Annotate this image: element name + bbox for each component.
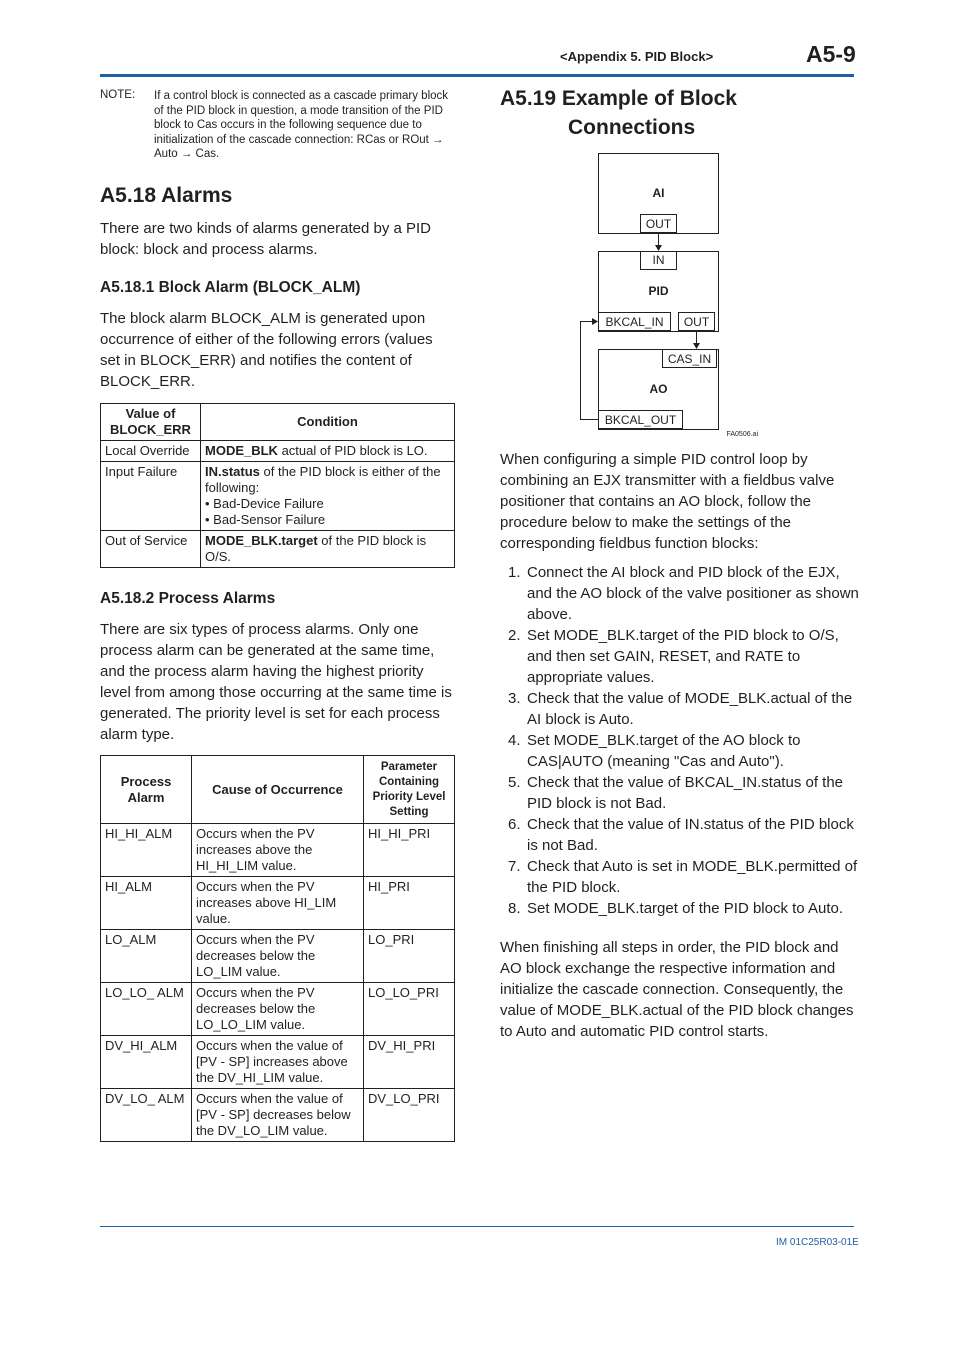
step-number: 6. xyxy=(508,816,521,833)
table-row xyxy=(101,930,455,983)
step-text: Check that the value of IN.status of the PID block is not Bad. xyxy=(527,816,854,854)
subsection-title-block-alarm: A5.18.1 Block Alarm (BLOCK_ALM) xyxy=(100,279,361,296)
alarms-intro: There are two kinds of alarms generated by a PID block: block and process alarms. xyxy=(100,220,431,258)
step-text: Set MODE_BLK.target of the PID block to Auto. xyxy=(527,900,843,917)
running-header: <Appendix 5. PID Block> xyxy=(560,49,714,64)
arrow-down-icon xyxy=(655,245,662,251)
ao-bkcal-out-label: BKCAL_OUT xyxy=(604,413,677,427)
list-item xyxy=(500,625,860,688)
section-title-connections-line1: A5.19 Example of Block xyxy=(500,87,737,110)
condition-bullet: • Bad-Sensor Failure xyxy=(205,512,326,527)
condition-bullet: • Bad-Device Failure xyxy=(205,496,324,511)
table-cell-cause: Occurs when the PV increases above HI_LIM value. xyxy=(192,877,364,930)
list-item xyxy=(500,814,860,856)
step-text: Set MODE_BLK.target of the AO block to CAS|AUTO (meaning "Cas and Auto"). xyxy=(527,732,801,770)
ao-label: AO xyxy=(649,382,668,396)
procedure-steps xyxy=(500,562,860,919)
process-alarms-text: There are six types of process alarms. Only one process alarm can be generated at the same time, and the process alarm having the highest priority level from among those occurring at the same time is generated. The priority level is set for each process alarm type. xyxy=(100,621,452,743)
connections-intro: When configuring a simple PID control loop by combining an EJX transmitter with a fieldbus valve positioner that contains an AO block, follow the procedure below to make the settings of the corresponding fieldbus function blocks: xyxy=(500,451,835,552)
footer-rule xyxy=(100,1226,854,1227)
step-text: Connect the AI block and PID block of the EJX, and the AO block of the valve positioner as shown above. xyxy=(527,564,859,623)
pid-bkcal-in-label: BKCAL_IN xyxy=(605,315,664,329)
list-item xyxy=(500,772,860,814)
table-cell-param: LO_PRI xyxy=(364,930,455,983)
table-cell-condition xyxy=(201,531,455,568)
table-row xyxy=(101,877,455,930)
process-alarm-table xyxy=(100,755,455,1142)
arrow-right-icon xyxy=(592,318,598,325)
condition-text: of the PID block is O/S. xyxy=(205,533,427,564)
table-cell-param: HI_PRI xyxy=(364,877,455,930)
table-cell-cause: Occurs when the PV decreases below the LO_LIM value. xyxy=(192,930,364,983)
note-label: NOTE: xyxy=(100,89,136,101)
table-row xyxy=(101,1036,455,1089)
step-number: 7. xyxy=(508,858,521,875)
table-cell-value: Local Override xyxy=(101,441,201,462)
table-cell-alarm: LO_ALM xyxy=(101,930,192,983)
list-item xyxy=(500,856,860,898)
step-text: Check that the value of BKCAL_IN.status of the PID block is not Bad. xyxy=(527,774,844,812)
step-number: 1. xyxy=(508,564,521,581)
pid-in-label: IN xyxy=(652,253,665,267)
header-rule xyxy=(100,74,854,77)
table-cell-cause: Occurs when the PV increases above the HI_HI_LIM value. xyxy=(192,824,364,877)
page-number: A5-9 xyxy=(806,41,856,67)
table-cell-cause: Occurs when the PV decreases below the LO_LO_LIM value. xyxy=(192,983,364,1036)
figure-id: FA0506.ai xyxy=(726,431,758,438)
subsection-title-process-alarms: A5.18.2 Process Alarms xyxy=(100,590,276,607)
table-cell-value: Out of Service xyxy=(101,531,201,568)
table-row xyxy=(101,462,455,531)
section-title-connections-line2: Connections xyxy=(568,116,696,139)
block-alarm-table xyxy=(100,403,455,568)
note-text: If a control block is connected as a cascade primary block of the PID block in question, a mode transition of the PID block to Cas occurs in the following sequence due to initialization of the cascade connection: RCas or ROut → Auto → Cas. xyxy=(154,90,449,160)
connections-closing: When finishing all steps in order, the PID block and AO block exchange the respective information and initialize the cascade connection. Consequently, the value of MODE_BLK.actual of the PID block changes to Auto and automatic PID control starts. xyxy=(500,939,854,1040)
table-row xyxy=(101,824,455,877)
table-row xyxy=(101,441,455,462)
arrow-down-icon xyxy=(693,343,700,349)
list-item xyxy=(500,688,860,730)
table-cell-alarm: LO_LO_ ALM xyxy=(101,983,192,1036)
table-row xyxy=(101,531,455,568)
table-cell-alarm: HI_ALM xyxy=(101,877,192,930)
table-cell-param: HI_HI_PRI xyxy=(364,824,455,877)
condition-param: MODE_BLK xyxy=(205,443,278,458)
table-cell-condition xyxy=(201,462,455,531)
table-cell-value: Input Failure xyxy=(101,462,201,531)
table-header-param: Parameter Containing Priority Level Setting xyxy=(364,756,455,824)
table-row xyxy=(101,983,455,1036)
feedback-link xyxy=(581,322,599,420)
condition-param: MODE_BLK.target xyxy=(205,533,318,548)
table-header-cause: Cause of Occurrence xyxy=(192,756,364,824)
step-text: Set MODE_BLK.target of the PID block to O/S, and then set GAIN, RESET, and RATE to appropriate values. xyxy=(527,627,839,686)
table-header-value: Value of BLOCK_ERR xyxy=(101,404,201,441)
table-cell-cause: Occurs when the value of [PV - SP] increases above the DV_HI_LIM value. xyxy=(192,1036,364,1089)
block-alarm-text: The block alarm BLOCK_ALM is generated upon occurrence of either of the following errors (values set in BLOCK_ERR) and notifies the content of BLOCK_ERR. xyxy=(100,310,433,390)
table-cell-param: DV_LO_PRI xyxy=(364,1089,455,1142)
block-connection-diagram xyxy=(560,148,770,443)
step-text: Check that the value of MODE_BLK.actual of the AI block is Auto. xyxy=(527,690,853,728)
condition-text: actual of PID block is LO. xyxy=(277,443,428,458)
table-header-condition: Condition xyxy=(201,404,455,441)
ai-out-label: OUT xyxy=(645,217,672,231)
section-title-alarms: A5.18 Alarms xyxy=(100,184,233,207)
table-cell-alarm: DV_HI_ALM xyxy=(101,1036,192,1089)
condition-text: of the PID block is either of the following: xyxy=(205,464,441,495)
table-cell-condition xyxy=(201,441,455,462)
list-item xyxy=(500,562,860,625)
list-item xyxy=(500,730,860,772)
table-cell-alarm: HI_HI_ALM xyxy=(101,824,192,877)
ai-label: AI xyxy=(652,186,665,200)
pid-label: PID xyxy=(648,284,669,298)
table-cell-alarm: DV_LO_ ALM xyxy=(101,1089,192,1142)
step-number: 5. xyxy=(508,774,521,791)
table-row xyxy=(101,1089,455,1142)
step-number: 3. xyxy=(508,690,521,707)
table-cell-param: DV_HI_PRI xyxy=(364,1036,455,1089)
step-number: 2. xyxy=(508,627,521,644)
list-item xyxy=(500,898,860,919)
step-number: 8. xyxy=(508,900,521,917)
step-text: Check that Auto is set in MODE_BLK.permitted of the PID block. xyxy=(527,858,858,896)
condition-param: IN.status xyxy=(205,464,260,479)
table-cell-param: LO_LO_PRI xyxy=(364,983,455,1036)
table-header-alarm: Process Alarm xyxy=(101,756,192,824)
step-number: 4. xyxy=(508,732,521,749)
table-cell-cause: Occurs when the value of [PV - SP] decreases below the DV_LO_LIM value. xyxy=(192,1089,364,1142)
ao-cas-in-label: CAS_IN xyxy=(667,352,712,366)
pid-out-label: OUT xyxy=(683,315,710,329)
document-id: IM 01C25R03-01E xyxy=(776,1237,859,1248)
